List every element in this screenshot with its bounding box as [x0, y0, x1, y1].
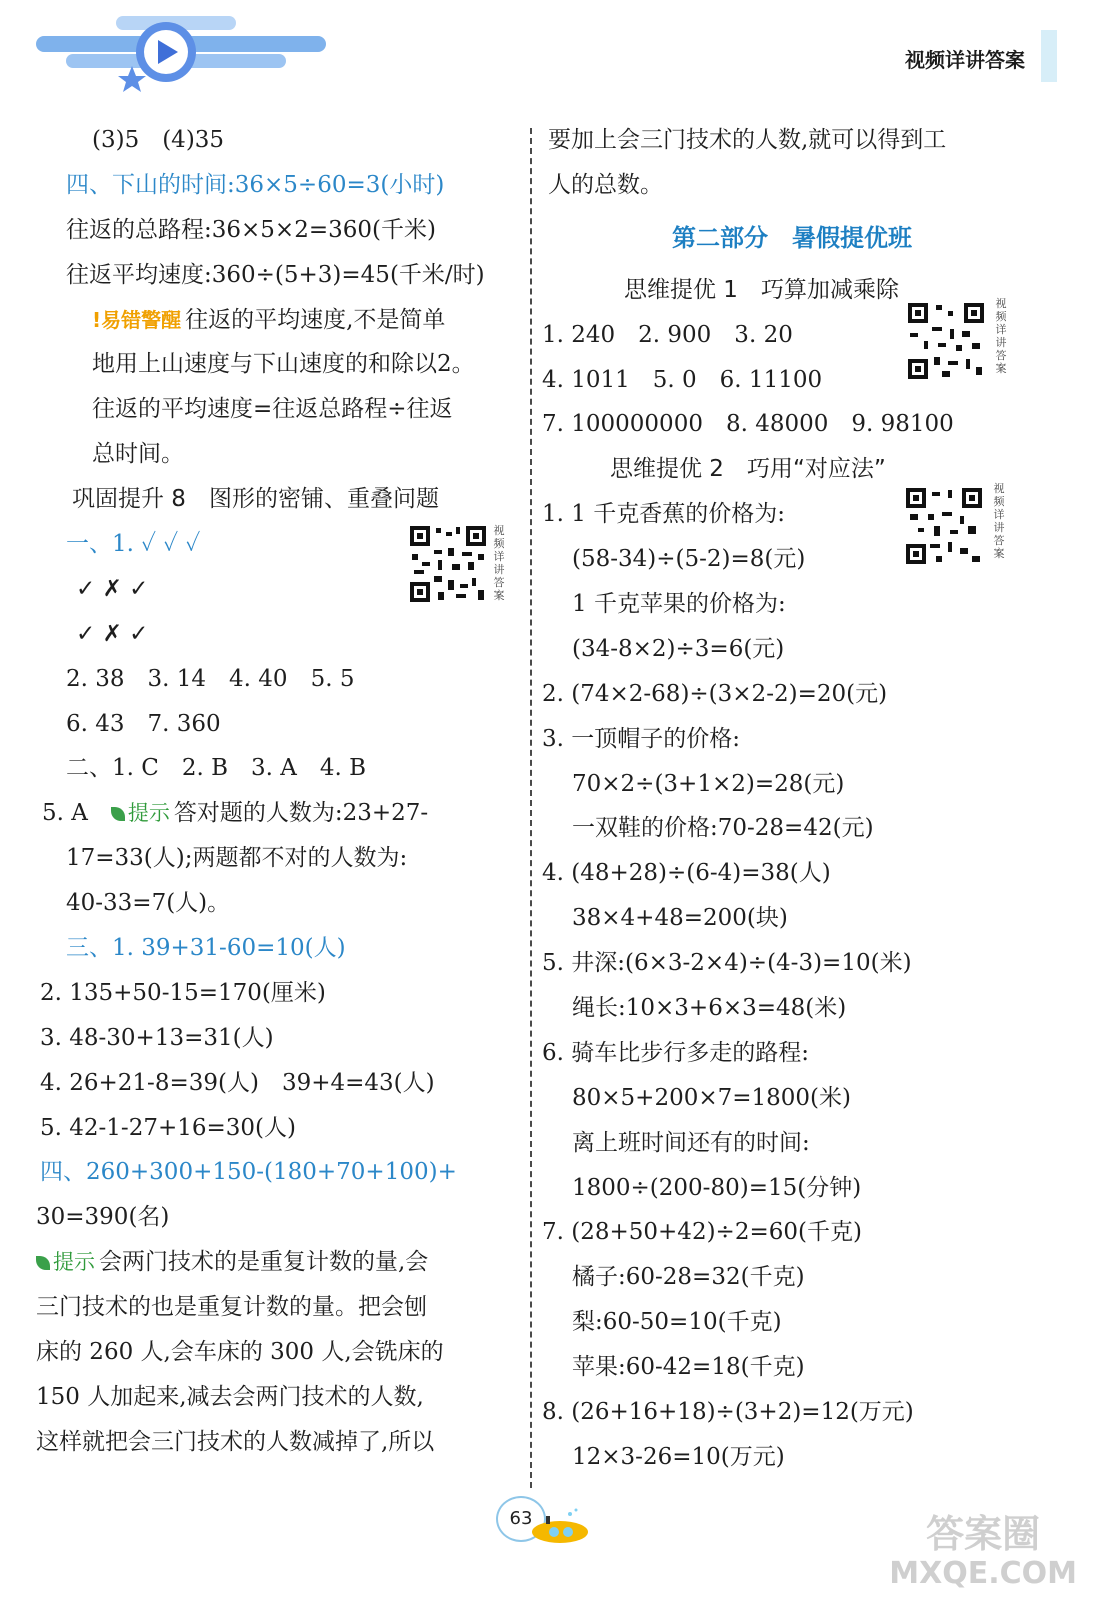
answer-line: 4. (48+28)÷(6-4)=38(人) — [542, 860, 831, 887]
left-column — [36, 118, 514, 1465]
answer-line: 往返平均速度:360÷(5+3)=45(千米/时) — [66, 261, 485, 288]
answer-line: 往返的总路程:36×5×2=360(千米) — [66, 216, 436, 243]
subsection-answers — [542, 296, 1042, 448]
answer-line: 二、1. C 2. B 3. A 4. B — [66, 755, 367, 782]
answer-line: 5. 井深:(6×3-2×4)÷(4-3)=10(米) — [542, 950, 912, 977]
hint-line: 5. A 提示 答对题的人数为:23+27- — [36, 791, 514, 836]
subsection-title: 思维提优 2 巧用“对应法” — [610, 456, 886, 483]
qr-label: 视频详讲答案 — [995, 296, 1007, 375]
watermark: 答案圈 MXQE.COM — [889, 1512, 1077, 1591]
hint-line: 150 人加起来,减去会两门技术的人数, — [36, 1383, 424, 1410]
header-title: 视频详讲答案 — [905, 48, 1025, 72]
hint-line: 要加上会三门技术的人数,就可以得到工 — [548, 127, 947, 153]
hint-tag: 提示 — [111, 791, 170, 836]
answer-line: 三、1. 39+31-60=10(人) — [66, 935, 346, 962]
column-divider — [530, 128, 532, 1488]
header-banner — [36, 6, 336, 92]
answer-line: 6. 骑车比步行多走的路程: — [542, 1039, 810, 1066]
right-column — [542, 118, 1042, 1480]
subsection-title: 思维提优 1 巧算加减乘除 — [624, 276, 899, 303]
answer-line: 38×4+48=200(块) — [572, 905, 788, 932]
answer-line: 2. 135+50-15=170(厘米) — [40, 979, 326, 1006]
answer-line: (34-8×2)÷3=6(元) — [572, 635, 785, 662]
hint-line: 人的总数。 — [548, 171, 663, 198]
answer-line: 离上班时间还有的时间: — [572, 1129, 810, 1156]
answer-line: 1 千克苹果的价格为: — [572, 591, 786, 618]
answer-line: 一、1. ✓ ✓ ✓ — [66, 531, 201, 558]
answer-line: 绳长:10×3+6×3=48(米) — [572, 995, 847, 1022]
answer-line: 7. (28+50+42)÷2=60(千克) — [542, 1219, 862, 1246]
answer-line: 梨:60-50=10(千克) — [572, 1309, 782, 1336]
answer-line: 30=390(名) — [36, 1204, 170, 1231]
qr-label: 视频详讲答案 — [493, 524, 505, 603]
answer-line: 2. 38 3. 14 4. 40 5. 5 — [66, 665, 355, 692]
answer-line: 3. 48-30+13=31(人) — [40, 1024, 274, 1051]
qr-code-icon[interactable] — [906, 301, 986, 381]
warning-line: 往返的平均速度=往返总路程÷往返 — [92, 396, 453, 423]
qr-code-icon[interactable] — [904, 486, 984, 566]
section-title: 巩固提升 8 图形的密铺、重叠问题 — [72, 486, 439, 513]
answer-line: 8. (26+16+18)÷(3+2)=12(万元) — [542, 1399, 914, 1426]
answer-line: 1. 1 千克香蕉的价格为: — [542, 501, 785, 528]
qr-label: 视频详讲答案 — [993, 482, 1005, 561]
warning-line: !易错警醒 往返的平均速度,不是简单 — [92, 298, 514, 343]
answer-line: 一双鞋的价格:70-28=42(元) — [572, 815, 874, 842]
answer-line: 12×3-26=10(万元) — [572, 1443, 785, 1470]
part-title: 第二部分 暑假提优班 — [672, 223, 912, 252]
answer-line: 四、260+300+150-(180+70+100)+ — [40, 1159, 457, 1186]
answer-line: 80×5+200×7=1800(米) — [572, 1084, 851, 1111]
answer-line: 5. 42-1-27+16=30(人) — [40, 1114, 296, 1141]
page-number: 63 — [496, 1496, 546, 1542]
answer-line: ✓ ✗ ✓ — [76, 575, 149, 602]
answer-line: ✓ ✗ ✓ — [76, 620, 149, 647]
warning-line: 地用上山速度与下山速度的和除以2。 — [92, 351, 475, 378]
warning-tag: !易错警醒 — [92, 307, 182, 332]
answer-line — [36, 163, 514, 208]
answer-line: 苹果:60-42=18(千克) — [572, 1354, 805, 1381]
hint-line: 三门技术的也是重复计数的量。把会刨 — [36, 1294, 427, 1321]
hint-tag: 提示 — [36, 1240, 95, 1285]
answer-line: (3)5 (4)35 — [92, 127, 225, 153]
subsection-answers — [542, 482, 1042, 1480]
leaf-icon — [36, 1256, 50, 1270]
submarine-icon — [524, 1506, 594, 1546]
answer-line: 1800÷(200-80)=15(分钟) — [572, 1174, 862, 1201]
warning-line: 总时间。 — [92, 441, 184, 468]
hint-line: 床的 260 人,会车床的 300 人,会铣床的 — [36, 1339, 444, 1366]
header-corner-tab — [1041, 30, 1057, 82]
leaf-icon — [111, 807, 125, 821]
answer-line: 3. 一顶帽子的价格: — [542, 725, 741, 752]
qr-code-icon[interactable] — [408, 524, 488, 604]
answer-line-text: 四、下山的时间:36×5÷60=3(小时) — [66, 171, 445, 198]
answer-line: 7. 100000000 8. 48000 9. 98100 — [542, 411, 954, 438]
hint-line: 这样就把会三门技术的人数减掉了,所以 — [36, 1428, 435, 1455]
answer-line: 橘子:60-28=32(千克) — [572, 1264, 805, 1291]
warning-note — [36, 298, 514, 478]
section-answers — [36, 522, 514, 791]
hint-line: 17=33(人);两题都不对的人数为: — [66, 845, 408, 872]
answer-line: 4. 1011 5. 0 6. 11100 — [542, 366, 823, 393]
answer-line: 70×2÷(3+1×2)=28(元) — [572, 770, 845, 797]
hint-line: 40-33=7(人)。 — [66, 890, 231, 917]
hint-line: 提示 会两门技术的是重复计数的量,会 — [36, 1240, 514, 1285]
answer-line: 6. 43 7. 360 — [66, 710, 221, 737]
answer-line: 1. 240 2. 900 3. 20 — [542, 321, 793, 348]
answer-line: 4. 26+21-8=39(人) 39+4=43(人) — [40, 1069, 435, 1096]
answer-line: (58-34)÷(5-2)=8(元) — [572, 546, 806, 573]
answer-line: 2. (74×2-68)÷(3×2-2)=20(元) — [542, 680, 888, 707]
